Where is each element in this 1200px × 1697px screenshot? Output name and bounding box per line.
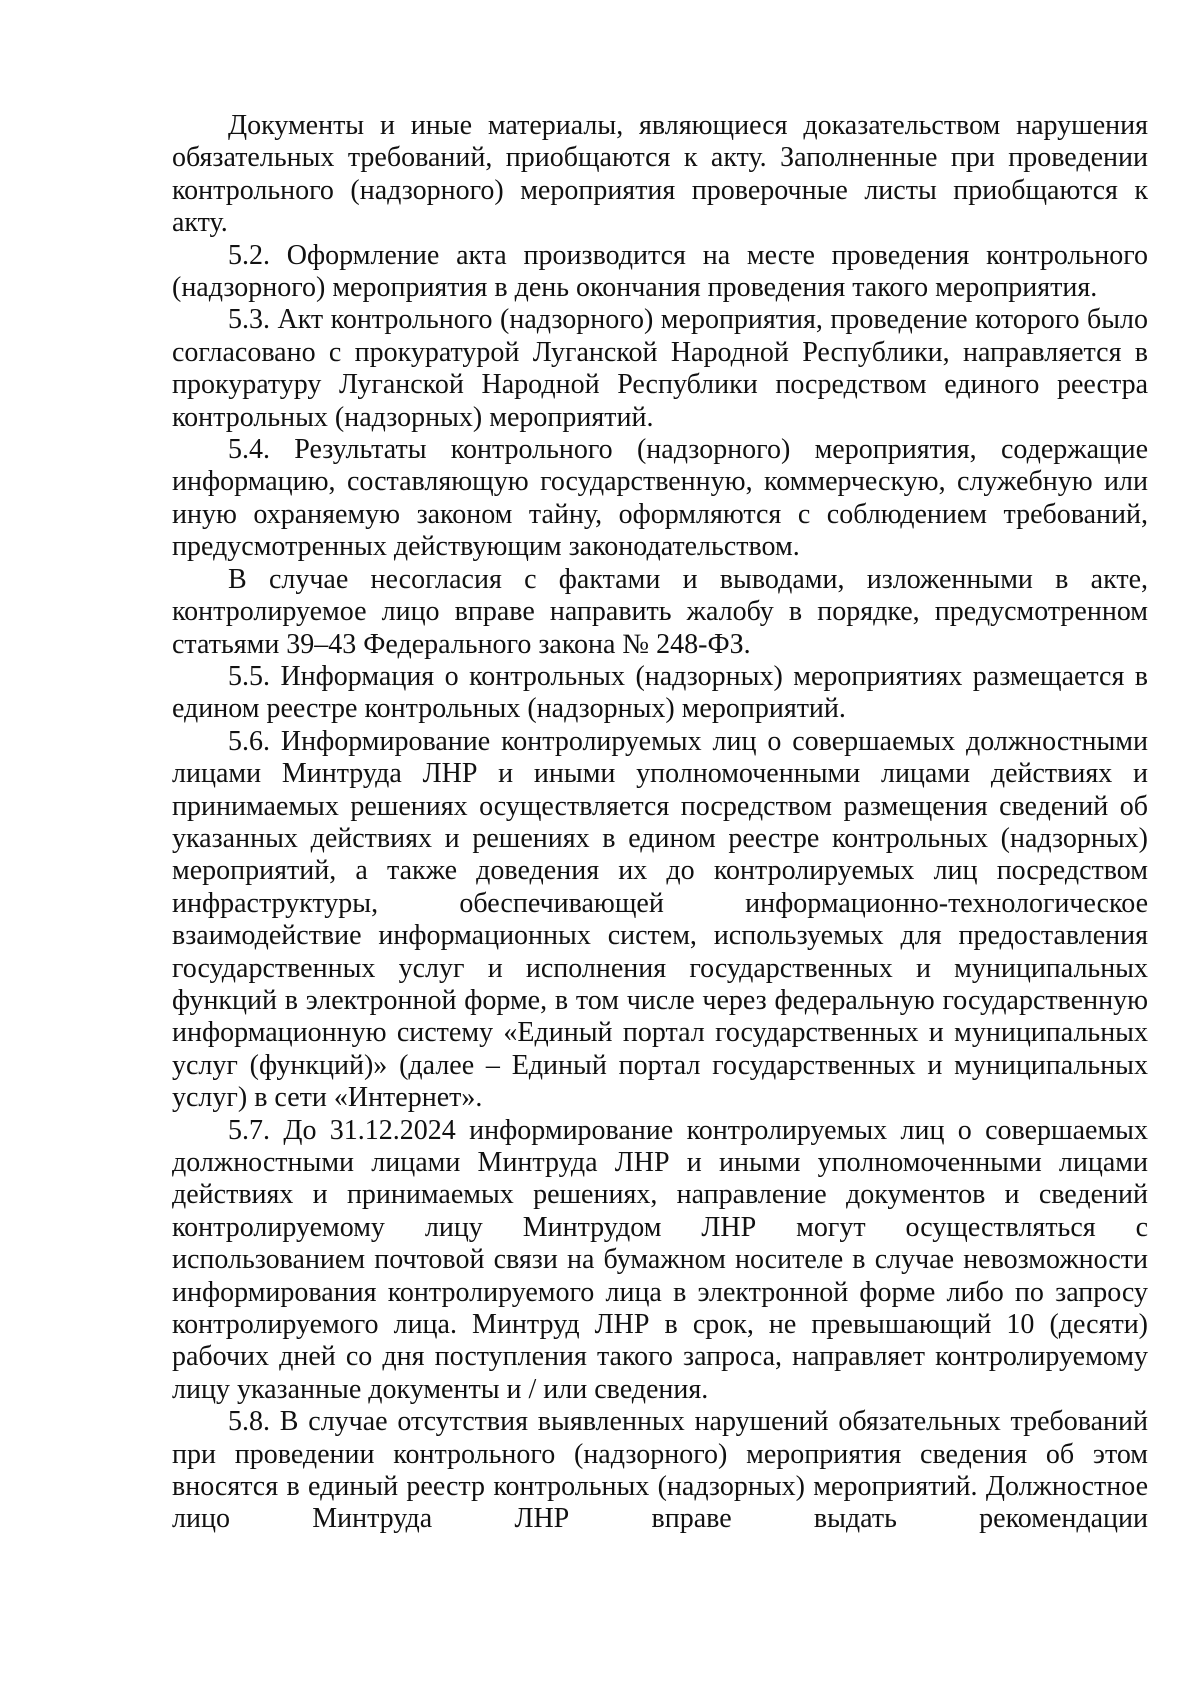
document-page — [172, 110, 1148, 1536]
paragraph-disagreement: В случае несогласия с фактами и выводами, изложенными в акте, контролируемое лицо вправе направить жалобу в порядке, предусмотренном статьями 39–43 Федерального закона № 248-ФЗ. — [172, 563, 1148, 660]
paragraph-5-4: 5.4. Результаты контрольного (надзорного) мероприятия, содержащие информацию, составляющую государственную, коммерческую, служебную или иную охраняемую законом тайну, оформляются с соблюдением требований, предусмотренных действующим законодательством. — [172, 434, 1148, 563]
paragraph-5-6: 5.6. Информирование контролируемых лиц о совершаемых должностными лицами Минтруда ЛНР и иными уполномоченными лицами действиях и принимаемых решениях осуществляется посредством размещения сведений об указанных действиях и решениях в едином реестре контрольных (надзорных) мероприятий, а также доведения их до контролируемых лиц посредством инфраструктуры, обеспечивающей информационно-технологическое взаимодействие информационных систем, используемых для предоставления государственных услуг и исполнения государственных и муниципальных функций в электронной форме, в том числе через федеральную государственную информационную систему «Единый портал государственных и муниципальных услуг (функций)» (далее – Единый портал государственных и муниципальных услуг) в сети «Интернет». — [172, 725, 1148, 1114]
paragraph-5-7: 5.7. До 31.12.2024 информирование контролируемых лиц о совершаемых должностными лицами Минтруда ЛНР и иными уполномоченными лицами действиях и принимаемых решениях, направление документов и сведений контролируемому лицу Минтрудом ЛНР могут осуществляться с использованием почтовой связи на бумажном носителе в случае невозможности информирования контролируемого лица в электронной форме либо по запросу контролируемого лица. Минтруд ЛНР в срок, не превышающий 10 (десяти) рабочих дней со дня поступления такого запроса, направляет контролируемому лицу указанные документы и / или сведения. — [172, 1114, 1148, 1405]
paragraph-acts-materials: Документы и иные материалы, являющиеся доказательством нарушения обязательных требований, приобщаются к акту. Заполненные при проведении контрольного (надзорного) мероприятия проверочные листы приобщаются к акту. — [172, 110, 1148, 239]
paragraph-5-2: 5.2. Оформление акта производится на месте проведения контрольного (надзорного) мероприятия в день окончания проведения такого мероприятия. — [172, 239, 1148, 304]
paragraph-5-8: 5.8. В случае отсутствия выявленных нарушений обязательных требований при проведении контрольного (надзорного) мероприятия сведения об этом вносятся в единый реестр контрольных (надзорных) мероприятий. Должностное лицо Минтруда ЛНР вправе выдать рекомендации — [172, 1406, 1148, 1535]
paragraph-5-3: 5.3. Акт контрольного (надзорного) мероприятия, проведение которого было согласовано с прокуратурой Луганской Народной Республики, направляется в прокуратуру Луганской Народной Республики посредством единого реестра контрольных (надзорных) мероприятий. — [172, 304, 1148, 433]
paragraph-5-5: 5.5. Информация о контрольных (надзорных) мероприятиях размещается в едином реестре контрольных (надзорных) мероприятий. — [172, 660, 1148, 725]
